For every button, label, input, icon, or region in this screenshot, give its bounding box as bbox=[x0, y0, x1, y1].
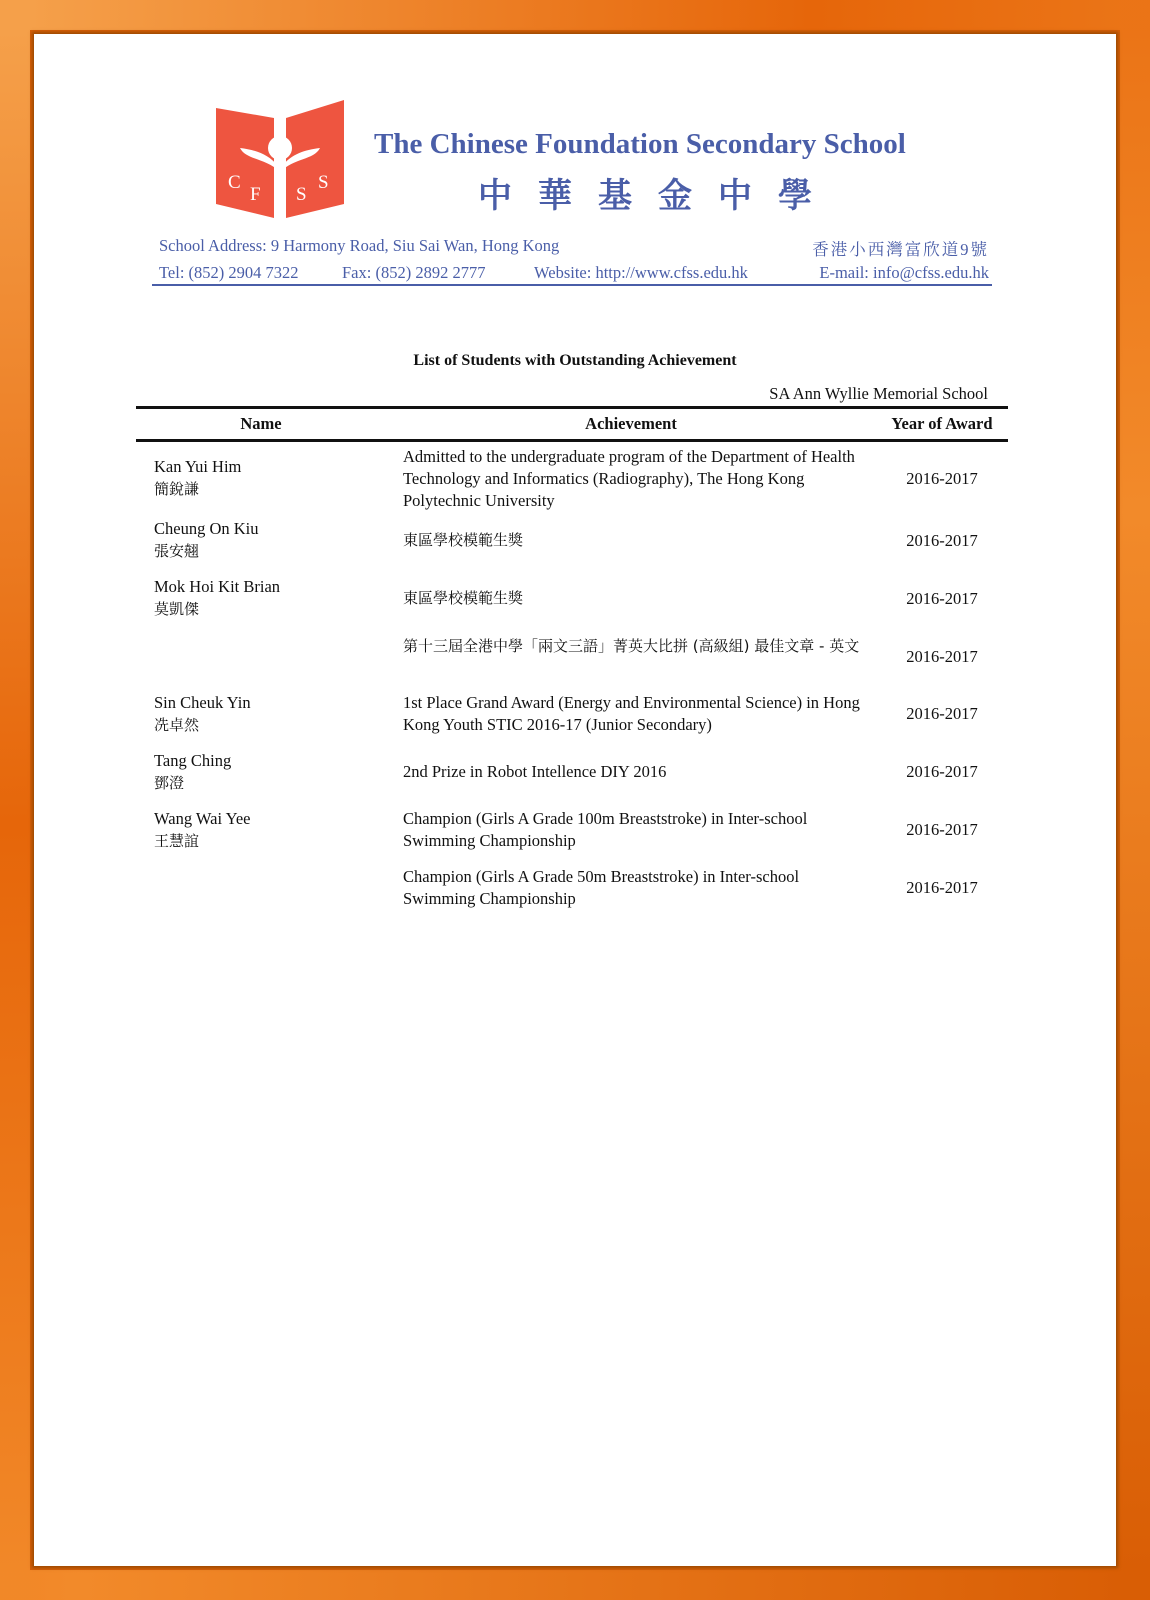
table-row bbox=[136, 746, 1008, 804]
table-header bbox=[136, 406, 1008, 442]
name-zh: 冼卓然 bbox=[154, 716, 200, 734]
award-year: 2016-2017 bbox=[906, 878, 978, 897]
award-year: 2016-2017 bbox=[906, 704, 978, 723]
student-name bbox=[154, 750, 394, 794]
award-year: 2016-2017 bbox=[906, 762, 978, 781]
award-year: 2016-2017 bbox=[906, 469, 978, 488]
award-year: 2016-2017 bbox=[906, 820, 978, 839]
tel-text: Tel: (852) 2904 7322 bbox=[159, 263, 299, 282]
logo-letter-c: C bbox=[228, 172, 241, 193]
email-text: E-mail: info@cfss.edu.hk bbox=[819, 263, 989, 282]
achievement-text: 東區學校模範生獎 bbox=[403, 531, 524, 549]
name-zh: 莫凱傑 bbox=[154, 600, 200, 618]
award-year: 2016-2017 bbox=[906, 589, 978, 608]
award-year: 2016-2017 bbox=[906, 647, 978, 666]
student-name bbox=[154, 518, 394, 562]
header-name: Name bbox=[240, 414, 282, 433]
address-row bbox=[159, 236, 989, 259]
name-en: Mok Hoi Kit Brian bbox=[154, 577, 281, 596]
name-en: Cheung On Kiu bbox=[154, 519, 259, 538]
header-divider bbox=[152, 284, 992, 286]
table-row bbox=[136, 514, 1008, 572]
achievement-text: Champion (Girls A Grade 100m Breaststroke) in Inter-school Swimming Championship bbox=[403, 809, 808, 850]
name-en: Tang Ching bbox=[154, 751, 232, 770]
name-zh: 王慧誼 bbox=[154, 832, 200, 850]
achievement-text: 1st Place Grand Award (Energy and Environmental Science) in Hong Kong Youth STIC 2016-17 (Junior Secondary) bbox=[403, 693, 860, 734]
achievement-text: 2nd Prize in Robot Intellence DIY 2016 bbox=[403, 762, 667, 781]
table-row bbox=[136, 630, 1008, 688]
student-name bbox=[154, 808, 394, 852]
student-name bbox=[154, 456, 394, 500]
document-school: SA Ann Wyllie Memorial School bbox=[769, 384, 988, 403]
school-name-zh: 中華基金中學 bbox=[478, 176, 838, 216]
address-zh: 香港小西灣富欣道9號 bbox=[812, 240, 989, 259]
fax-text: Fax: (852) 2892 2777 bbox=[342, 263, 486, 282]
address-en: School Address: 9 Harmony Road, Siu Sai Wan, Hong Kong bbox=[159, 236, 560, 255]
student-name bbox=[154, 692, 394, 736]
name-zh: 簡銳謙 bbox=[154, 480, 200, 498]
student-name bbox=[154, 576, 394, 620]
name-zh: 張安翹 bbox=[154, 542, 200, 560]
logo-letter-s1: S bbox=[296, 184, 307, 205]
logo-letter-s2: S bbox=[318, 172, 329, 193]
table-row bbox=[136, 862, 1008, 920]
website-text: Website: http://www.cfss.edu.hk bbox=[534, 263, 748, 282]
header-achievement: Achievement bbox=[585, 414, 677, 433]
name-en: Sin Cheuk Yin bbox=[154, 693, 251, 712]
achievement-text: 東區學校模範生獎 bbox=[403, 589, 524, 607]
award-year: 2016-2017 bbox=[906, 531, 978, 550]
school-name-en: The Chinese Foundation Secondary School bbox=[374, 128, 906, 160]
achievement-text: Champion (Girls A Grade 50m Breaststroke) in Inter-school Swimming Championship bbox=[403, 867, 800, 908]
table-row bbox=[136, 688, 1008, 746]
document-title: List of Students with Outstanding Achievement bbox=[413, 352, 737, 369]
achievement-text: Admitted to the undergraduate program of the Department of Health Technology and Informatics (Radiography), The Hong Kong Polytechnic University bbox=[403, 447, 855, 510]
logo-letter-f: F bbox=[250, 184, 261, 205]
name-en: Kan Yui Him bbox=[154, 457, 242, 476]
document-page bbox=[34, 34, 1116, 1566]
achievement-table bbox=[136, 406, 1008, 920]
name-zh: 鄧澄 bbox=[154, 774, 185, 792]
table-row bbox=[136, 442, 1008, 514]
cfss-logo-icon bbox=[216, 100, 344, 218]
header-year: Year of Award bbox=[891, 414, 993, 433]
table-row bbox=[136, 572, 1008, 630]
name-en: Wang Wai Yee bbox=[154, 809, 251, 828]
achievement-text: 第十三屆全港中學「兩文三語」菁英大比拼 (高級組) 最佳文章 - 英文 bbox=[403, 637, 860, 655]
table-row bbox=[136, 804, 1008, 862]
